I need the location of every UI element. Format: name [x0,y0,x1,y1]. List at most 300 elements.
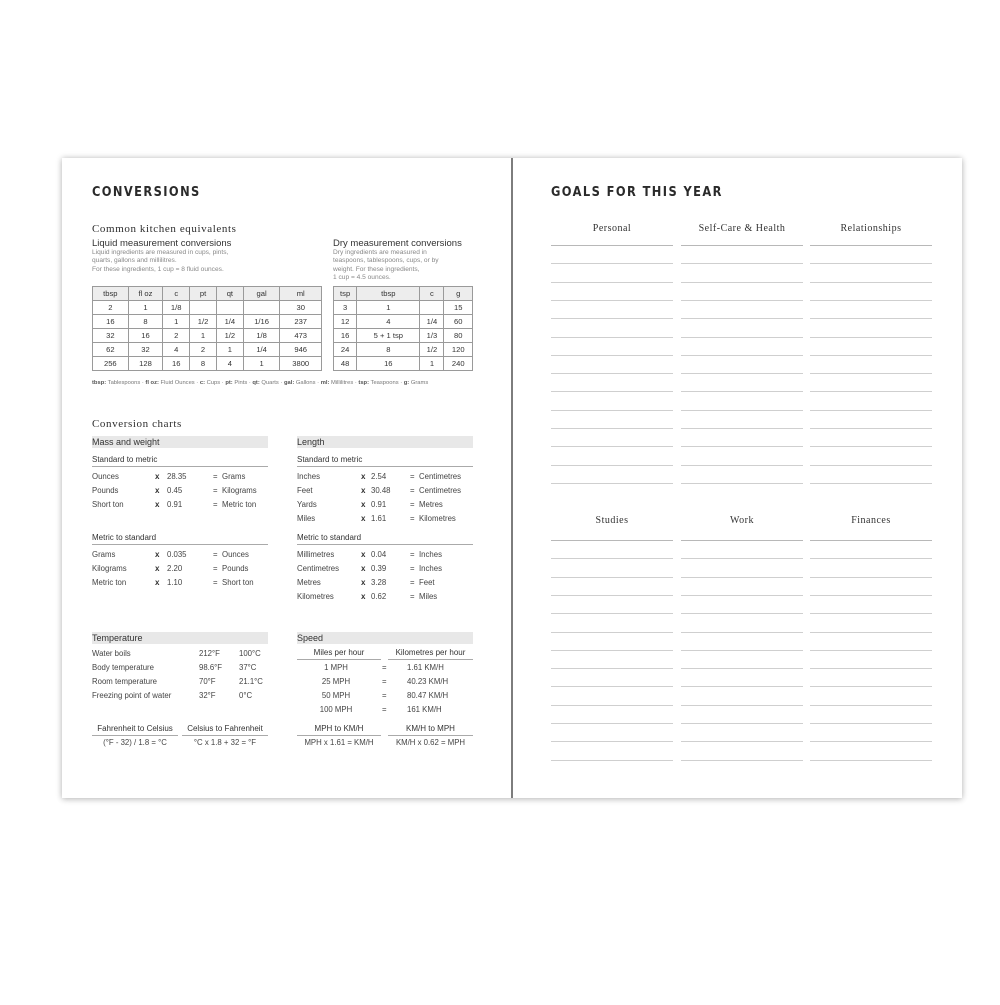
legend-item: tsp: Teaspoons [358,380,399,386]
divider [297,659,381,660]
liquid-desc-line: Liquid ingredients are measured in cups, pints, [92,249,229,256]
goal-column-heading: Finances [851,515,891,526]
kmh-header: Kilometres per hour [395,648,466,657]
times-sign: x [361,472,366,481]
unit-to: Miles [419,592,438,601]
header-cell: c [163,287,190,301]
table-cell: 2 [163,329,190,343]
goal-writing-line [681,741,803,742]
legend-abbr: qt: [252,380,260,386]
goal-writing-line [551,428,673,429]
table-cell: 4 [357,315,420,329]
times-sign: x [155,550,160,559]
goal-writing-line [551,446,673,447]
table-cell: 1/3 [420,329,444,343]
fahrenheit-value: 212°F [199,649,220,658]
legend-separator: · [220,380,226,386]
celsius-value: 37°C [239,663,257,672]
goal-writing-line [551,540,673,541]
factor: 0.45 [167,486,183,495]
goal-writing-line [681,558,803,559]
table-cell: 4 [216,357,243,371]
unit-from: Short ton [92,500,124,509]
goal-column-heading: Relationships [840,223,902,234]
table-cell: 1/8 [163,301,190,315]
dry-description [333,249,483,282]
unit-from: Kilograms [92,564,127,573]
unit-from: Metric ton [92,578,127,587]
equals-sign: = [213,486,218,495]
header-cell: tsp [334,287,357,301]
goal-column-heading: Self-Care & Health [698,223,786,234]
page-title: CONVERSIONS [92,185,201,200]
goal-writing-line [681,355,803,356]
goal-writing-line [810,355,932,356]
goal-writing-line [551,686,673,687]
equals-sign: = [410,550,415,559]
divider [182,735,268,736]
goal-writing-line [551,668,673,669]
length-std-title: Standard to metric [297,455,363,464]
table-row [334,315,473,329]
table-row [334,343,473,357]
goal-writing-line [681,263,803,264]
goal-writing-line [681,577,803,578]
goal-writing-line [810,446,932,447]
goal-writing-line [551,483,673,484]
legend-item: g: Grams [403,380,429,386]
legend-item: pt: Pints [225,380,248,386]
temperature-label: Body temperature [92,663,154,672]
goal-writing-line [681,245,803,246]
unit-to: Metres [419,500,443,509]
table-cell: 240 [444,357,473,371]
unit-to: Centimetres [419,486,462,495]
liquid-conversion-table [92,286,322,371]
unit-from: Pounds [92,486,119,495]
factor: 2.54 [371,472,387,481]
table-cell: 62 [93,343,129,357]
goal-writing-line [810,760,932,761]
goal-writing-line [551,391,673,392]
equals-sign: = [410,500,415,509]
table-cell [216,301,243,315]
equals-sign: = [382,663,387,672]
header-cell: tbsp [93,287,129,301]
dry-desc-line: 1 cup = 4.5 ounces. [333,273,391,281]
table-cell: 5 + 1 tsp [357,329,420,343]
legend-abbr: pt: [225,380,233,386]
kmh-to-mph-formula: KM/H x 0.62 = MPH [395,738,466,747]
header-cell: tbsp [357,287,420,301]
celsius-value: 21.1°C [239,677,263,686]
goal-writing-line [810,337,932,338]
legend-item: ml: Millilitres [320,380,354,386]
goal-writing-line [681,300,803,301]
table-row [334,329,473,343]
goal-writing-line [551,282,673,283]
kitchen-heading: Common kitchen equivalents [92,223,237,235]
table-row [93,315,322,329]
factor: 1.61 [371,514,387,523]
goal-writing-line [551,705,673,706]
equals-sign: = [410,514,415,523]
abbreviation-legend [92,380,428,386]
legend-separator: · [247,380,253,386]
goal-writing-line [810,428,932,429]
equals-sign: = [382,705,387,714]
goal-writing-line [681,282,803,283]
factor: 0.035 [167,550,187,559]
charts-heading: Conversion charts [92,418,182,430]
table-cell: 32 [128,343,163,357]
table-cell: 1 [216,343,243,357]
liquid-desc-line: For these ingredients, 1 cup = 8 fluid ounces. [92,265,224,273]
divider [92,544,268,545]
table-cell: 946 [280,343,322,357]
legend-abbr: c: [199,380,205,386]
unit-from: Miles [297,514,316,523]
goals-page [513,158,962,798]
legend-separator: · [398,380,404,386]
goal-column-heading: Work [730,515,754,526]
kmh-to-mph-title: KM/H to MPH [406,724,455,733]
goal-writing-line [681,686,803,687]
header-cell: qt [216,287,243,301]
goal-writing-line [551,577,673,578]
table-header-row [93,287,322,301]
legend-separator: · [278,380,284,386]
unit-to: Inches [419,564,442,573]
times-sign: x [155,500,160,509]
times-sign: x [361,550,366,559]
goal-writing-line [681,483,803,484]
goal-writing-line [551,558,673,559]
kmh-value: 1.61 KM/H [407,663,444,672]
divider [297,735,381,736]
table-cell: 1/4 [420,315,444,329]
goal-writing-line [681,632,803,633]
goal-writing-line [810,577,932,578]
times-sign: x [361,592,366,601]
table-cell [243,301,280,315]
header-cell: c [420,287,444,301]
goal-writing-line [551,741,673,742]
table-cell: 8 [190,357,217,371]
goal-writing-line [681,760,803,761]
header-cell: ml [280,287,322,301]
table-cell: 16 [128,329,163,343]
kmh-value: 80.47 KM/H [407,691,449,700]
liquid-desc-line: quarts, gallons and millilitres. [92,257,177,265]
equals-sign: = [213,472,218,481]
goal-writing-line [810,705,932,706]
divider [92,466,268,467]
divider [388,735,473,736]
goal-writing-line [810,686,932,687]
fahrenheit-value: 98.6°F [199,663,223,672]
table-cell: 1/4 [243,343,280,357]
goal-writing-line [681,540,803,541]
goals-title: GOALS FOR THIS YEAR [551,185,723,200]
table-cell: 24 [334,343,357,357]
goal-writing-line [551,723,673,724]
table-row [93,343,322,357]
liquid-title: Liquid measurement conversions [92,238,232,249]
unit-to: Kilometres [419,514,456,523]
table-cell: 473 [280,329,322,343]
goal-writing-line [810,373,932,374]
goal-writing-line [551,595,673,596]
c-to-f-title: Celsius to Fahrenheit [187,724,263,733]
times-sign: x [155,472,160,481]
header-cell: g [444,287,473,301]
legend-abbr: tbsp: [92,380,107,386]
table-cell: 1/16 [243,315,280,329]
unit-from: Ounces [92,472,119,481]
goal-writing-line [681,668,803,669]
dry-title: Dry measurement conversions [333,238,462,249]
goal-writing-line [551,355,673,356]
goal-writing-line [681,373,803,374]
table-cell: 2 [190,343,217,357]
goal-column-heading: Studies [595,515,629,526]
goal-writing-line [810,465,932,466]
unit-from: Yards [297,500,317,509]
factor: 0.39 [371,564,387,573]
table-row [93,357,322,371]
legend-item: qt: Quarts [252,380,279,386]
goal-writing-line [681,650,803,651]
goal-writing-line [681,613,803,614]
goal-writing-line [810,558,932,559]
equals-sign: = [410,472,415,481]
legend-item: gal: Gallons [283,380,316,386]
table-cell: 15 [444,301,473,315]
table-cell: 237 [280,315,322,329]
times-sign: x [155,578,160,587]
equals-sign: = [410,592,415,601]
header-cell: pt [190,287,217,301]
table-cell: 80 [444,329,473,343]
legend-abbr: ml: [320,380,330,386]
table-cell: 16 [334,329,357,343]
table-cell: 3 [334,301,357,315]
goal-writing-line [681,428,803,429]
table-header-row [334,287,473,301]
goal-writing-line [681,337,803,338]
table-cell: 60 [444,315,473,329]
factor: 0.62 [371,592,387,601]
equals-sign: = [213,578,218,587]
f-to-c-title: Fahrenheit to Celsius [97,724,173,733]
goal-writing-line [681,705,803,706]
goal-writing-line [810,318,932,319]
goal-writing-line [681,410,803,411]
unit-to: Kilograms [222,486,257,495]
header-cell: gal [243,287,280,301]
mass-section-title: Mass and weight [92,436,268,448]
table-row [93,301,322,315]
mph-value: 25 MPH [321,677,351,686]
table-cell: 256 [93,357,129,371]
table-cell: 120 [444,343,473,357]
goal-writing-line [810,483,932,484]
table-cell: 1 [128,301,163,315]
factor: 0.91 [371,500,387,509]
times-sign: x [155,564,160,573]
table-cell: 1/8 [243,329,280,343]
goal-writing-line [551,650,673,651]
factor: 0.04 [371,550,387,559]
goal-writing-line [551,337,673,338]
table-cell: 4 [163,343,190,357]
legend-separator: · [353,380,359,386]
table-cell: 1 [190,329,217,343]
table-cell: 2 [93,301,129,315]
equals-sign: = [410,578,415,587]
temperature-label: Freezing point of water [92,691,172,700]
mph-to-kmh-formula: MPH x 1.61 = KM/H [304,738,374,747]
celsius-value: 0°C [239,691,253,700]
legend-abbr: gal: [283,380,295,386]
unit-to: Pounds [222,564,249,573]
header-cell: fl oz [128,287,163,301]
factor: 1.10 [167,578,183,587]
unit-from: Feet [297,486,313,495]
goal-writing-line [810,391,932,392]
mass-met-title: Metric to standard [92,533,157,542]
goal-writing-line [810,595,932,596]
c-to-f-formula: °C x 1.8 + 32 = °F [193,738,257,747]
table-cell: 128 [128,357,163,371]
table-cell: 12 [334,315,357,329]
dry-desc-line: Dry ingredients are measured in [333,249,427,256]
table-cell: 1/4 [216,315,243,329]
goal-writing-line [810,613,932,614]
celsius-value: 100°C [239,649,261,658]
legend-item: c: Cups [199,380,221,386]
goal-column-heading: Personal [592,223,632,234]
equals-sign: = [213,564,218,573]
kmh-value: 40.23 KM/H [407,677,449,686]
unit-to: Ounces [222,550,249,559]
times-sign: x [155,486,160,495]
temperature-label: Water boils [92,649,131,658]
goal-writing-line [551,632,673,633]
equals-sign: = [410,564,415,573]
length-met-title: Metric to standard [297,533,362,542]
unit-from: Kilometres [297,592,334,601]
mph-header: Miles per hour [313,648,365,657]
table-cell: 30 [280,301,322,315]
table-cell: 1 [357,301,420,315]
table-row [93,329,322,343]
unit-to: Feet [419,578,435,587]
goal-writing-line [810,741,932,742]
mph-to-kmh-title: MPH to KM/H [314,724,364,733]
goal-writing-line [551,263,673,264]
legend-item: tbsp: Tablespoons [92,380,141,386]
unit-from: Millimetres [297,550,335,559]
factor: 0.91 [167,500,183,509]
table-cell: 1/2 [420,343,444,357]
mass-std-title: Standard to metric [92,455,158,464]
divider [388,659,473,660]
table-cell: 1 [243,357,280,371]
goal-writing-line [681,723,803,724]
times-sign: x [361,514,366,523]
table-cell: 8 [128,315,163,329]
goal-writing-line [681,446,803,447]
fahrenheit-value: 70°F [199,677,216,686]
speed-section-title: Speed [297,632,473,644]
equals-sign: = [382,677,387,686]
temperature-label: Room temperature [92,677,158,686]
unit-from: Inches [297,472,320,481]
goal-writing-line [681,465,803,466]
table-cell [190,301,217,315]
goal-writing-line [810,632,932,633]
times-sign: x [361,564,366,573]
unit-from: Centimetres [297,564,340,573]
mph-value: 1 MPH [324,663,348,672]
dry-desc-line: weight. For these ingredients, [333,265,420,273]
factor: 28.35 [167,472,187,481]
table-cell: 1 [420,357,444,371]
table-cell: 8 [357,343,420,357]
table-row [334,301,473,315]
goal-writing-line [810,723,932,724]
goal-writing-line [810,410,932,411]
unit-to: Centimetres [419,472,462,481]
unit-to: Inches [419,550,442,559]
goal-writing-line [551,465,673,466]
legend-separator: · [315,380,321,386]
goal-writing-line [810,650,932,651]
equals-sign: = [213,500,218,509]
table-cell: 16 [163,357,190,371]
goal-writing-line [681,318,803,319]
legend-separator: · [194,380,200,386]
goal-writing-line [810,263,932,264]
equals-sign: = [410,486,415,495]
table-cell [420,301,444,315]
goal-writing-line [810,300,932,301]
factor: 3.28 [371,578,387,587]
legend-item: fl oz: Fluid Ounces [145,380,195,386]
dry-desc-line: teaspoons, tablespoons, cups, or by [333,257,439,265]
table-row [334,357,473,371]
goal-writing-line [810,540,932,541]
mph-value: 100 MPH [319,705,353,714]
divider [297,466,473,467]
table-cell: 48 [334,357,357,371]
mph-value: 50 MPH [321,691,351,700]
goal-writing-line [810,282,932,283]
liquid-description [92,249,292,274]
divider [92,735,178,736]
notebook-spread [62,158,962,798]
goal-writing-line [551,318,673,319]
goal-writing-line [681,391,803,392]
goal-writing-line [551,245,673,246]
goal-writing-line [551,760,673,761]
equals-sign: = [382,691,387,700]
unit-to: Grams [222,472,246,481]
unit-from: Metres [297,578,321,587]
table-cell: 1/2 [190,315,217,329]
